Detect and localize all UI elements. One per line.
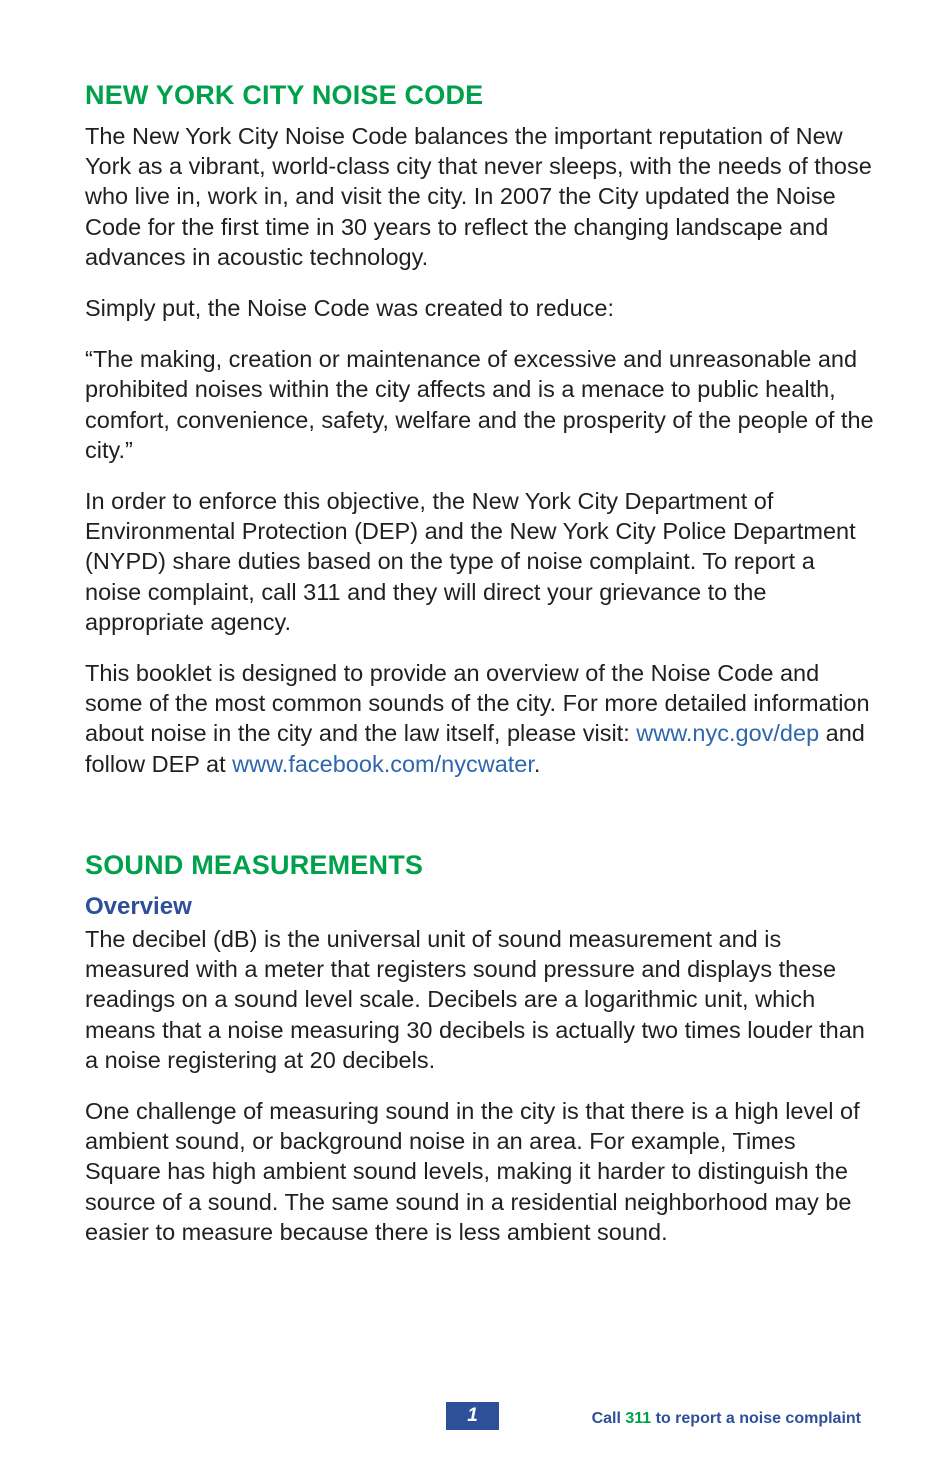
paragraph-quote: “The making, creation or maintenance of excessive and unreasonable and prohibited noises within the city affects and is a menace to public health, comfort, convenience, safety, welfare and the prosperity of the people of the city.”: [85, 346, 874, 463]
dep-website-link[interactable]: www.nyc.gov/dep: [636, 720, 820, 747]
sound-measurements-section: [85, 848, 875, 1247]
footer-call-to-action: [592, 1408, 861, 1430]
facebook-link[interactable]: www.facebook.com/nycwater: [232, 750, 534, 777]
paragraph-enforcement: In order to enforce this objective, the New York City Department of Environmental Protection (DEP) and the New York City Police Department (NYPD) share duties based on the type of noise complaint. To report a noise complaint, call 311 and they will direct your grievance to the appropriate agency.: [85, 488, 856, 635]
footer-cta-after: to report a noise complaint: [651, 1410, 861, 1427]
paragraph-intro: The New York City Noise Code balances the important reputation of New York as a vibrant, world-class city that never sleeps, with the needs of those who live in, work in, and visit the city. In 2007 the City updated the Noise Code for the first time in 30 years to reflect the changing landscape and advances in acoustic technology.: [85, 123, 872, 270]
footer-cta-number: 311: [625, 1410, 652, 1427]
paragraph-booklet: [85, 658, 875, 779]
noise-code-section: [85, 78, 875, 779]
booklet-text-after: .: [533, 750, 541, 777]
section-title-noise-code: NEW YORK CITY NOISE CODE: [85, 80, 484, 110]
sound-measurements-body: [85, 924, 875, 1247]
paragraph-decibel: The decibel (dB) is the universal unit of sound measurement and is measured with a meter that registers sound pressure and displays these readings on a sound level scale. Decibels are a logarithmic unit, which means that a noise measuring 30 decibels is actually two times louder than a noise registering at 20 decibels.: [85, 926, 865, 1073]
paragraph-ambient-sound: One challenge of measuring sound in the city is that there is a high level of ambient sound, or background noise in an area. For example, Times Square has high ambient sound levels, making it harder to distinguish the source of a sound. The same sound in a residential neighborhood may be easier to measure because there is less ambient sound.: [85, 1098, 860, 1245]
subheading-overview: Overview: [85, 893, 192, 920]
section-title-sound-measurements: SOUND MEASUREMENTS: [85, 850, 424, 880]
page-number: 1: [446, 1402, 499, 1430]
noise-code-body: [85, 121, 875, 779]
paragraph-simply-put: Simply put, the Noise Code was created to reduce:: [85, 295, 615, 322]
booklet-text-middle: and follow DEP at: [85, 720, 865, 777]
footer-cta-before: Call: [591, 1410, 626, 1427]
booklet-text-before: This booklet is designed to provide an overview of the Noise Code and some of the most common sounds of the city. For more detailed information about noise in the city and the law itself, please visit:: [85, 660, 870, 747]
